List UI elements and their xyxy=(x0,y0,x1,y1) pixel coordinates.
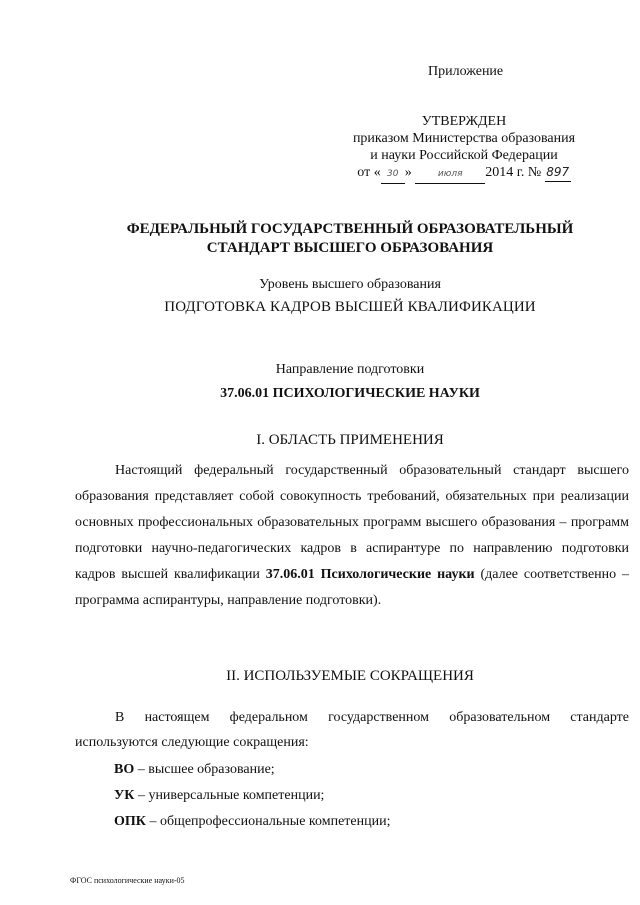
date-mid: » xyxy=(404,165,412,180)
direction-label: Направление подготовки xyxy=(275,362,425,377)
approved-label: УТВЕРЖДЕН xyxy=(421,114,507,129)
abbreviation-term: УК xyxy=(114,788,135,803)
abbreviation-term: ВО xyxy=(114,762,135,777)
order-date-row xyxy=(330,164,598,184)
abbreviation-item xyxy=(114,809,391,835)
order-number-field: 897 xyxy=(545,164,571,182)
order-line-1: приказом Министерства образования xyxy=(352,131,576,146)
abbreviation-term: ОПК xyxy=(114,814,146,829)
section-2-intro: В настоящем федеральном государственном образовательном стандарте используются следующие сокращения: xyxy=(75,710,629,750)
section-2-body xyxy=(75,705,629,755)
abbreviation-item xyxy=(114,757,391,783)
date-day-field: 30 xyxy=(381,166,405,184)
abbreviation-item xyxy=(114,783,391,809)
approval-block xyxy=(330,113,598,184)
order-line-2: и науки Российской Федерации xyxy=(370,148,558,163)
date-month-field: июля xyxy=(415,166,485,184)
abbreviation-definition: – высшее образование; xyxy=(134,762,275,777)
section-1-text-end: (далее соответственно – программа аспирантуры, направление подготовки). xyxy=(75,567,630,608)
page-footer: ФГОС психологические науки-05 xyxy=(70,876,185,885)
level-value: ПОДГОТОВКА КАДРОВ ВЫСШЕЙ КВАЛИФИКАЦИИ xyxy=(164,299,536,315)
standard-title xyxy=(70,220,630,258)
abbreviation-definition: – общепрофессиональные компетенции; xyxy=(145,814,391,829)
section-1-body xyxy=(75,458,629,614)
section-1-title: I. ОБЛАСТЬ ПРИМЕНЕНИЯ xyxy=(256,432,444,448)
section-1-paragraph xyxy=(75,458,629,614)
appendix-label: Приложение xyxy=(428,64,504,79)
standard-title-line-2: СТАНДАРТ ВЫСШЕГО ОБРАЗОВАНИЯ xyxy=(206,240,494,256)
abbreviation-definition: – универсальные компетенции; xyxy=(134,788,325,803)
section-1-text-bold: 37.06.01 Психологические науки xyxy=(265,567,475,582)
date-year: 2014 г. № xyxy=(485,165,542,180)
section-1-text-start: Настоящий федеральный государственный образовательный стандарт высшего образования представляет собой совокупность требований, обязательных при реализации основных профессиональных образовательных программ высшего образования – программ подготовки научно-педагогических кадров в аспирантуре по направлению подготовки кадров высшей квалификации xyxy=(75,463,629,582)
section-2-title: II. ИСПОЛЬЗУЕМЫЕ СОКРАЩЕНИЯ xyxy=(226,668,474,684)
level-label: Уровень высшего образования xyxy=(259,277,441,292)
abbreviation-list xyxy=(114,757,391,835)
standard-title-line-1: ФЕДЕРАЛЬНЫЙ ГОСУДАРСТВЕННЫЙ ОБРАЗОВАТЕЛЬНЫЙ xyxy=(126,221,574,237)
date-prefix: от « xyxy=(357,165,381,180)
direction-value: 37.06.01 ПСИХОЛОГИЧЕСКИЕ НАУКИ xyxy=(220,386,480,401)
